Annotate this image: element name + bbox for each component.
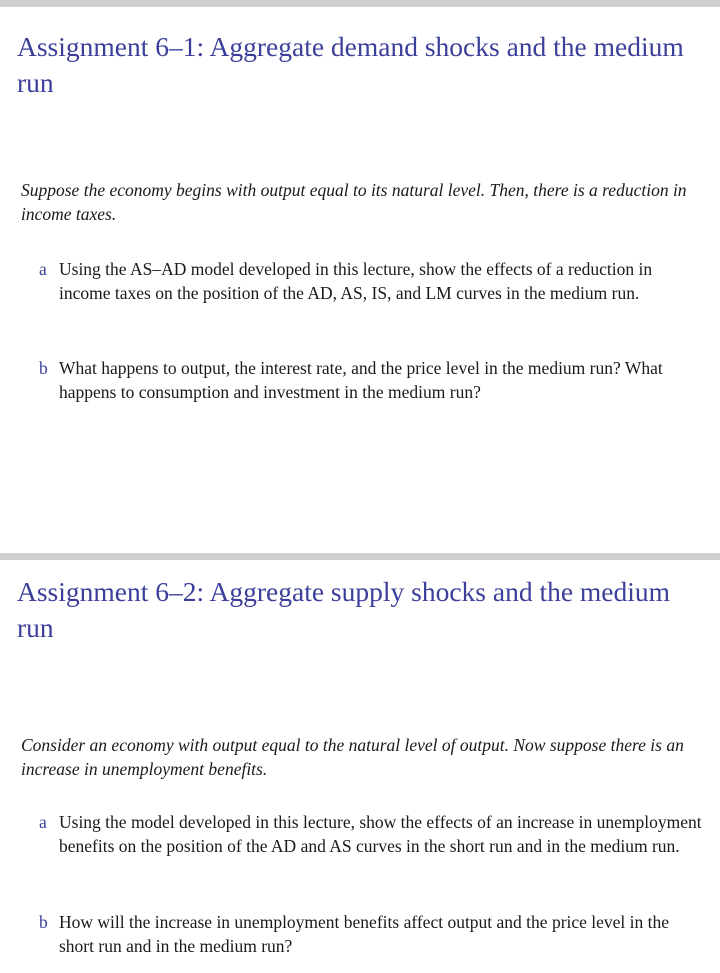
question-item-b — [39, 910, 704, 958]
slide-intro: Consider an economy with output equal to the natural level of output. Now suppose there is an increase in unemployment benefits. — [21, 735, 684, 779]
item-text: What happens to output, the interest rate, and the price level in the medium run? What happens to consumption and investment in the medium run? — [59, 358, 663, 402]
question-item-a — [39, 257, 704, 305]
item-marker: a — [39, 812, 47, 832]
item-text: How will the increase in unemployment benefits affect output and the price level in the short run and in the medium run? — [59, 912, 670, 956]
item-marker: b — [39, 358, 48, 378]
item-text: Using the model developed in this lecture, show the effects of an increase in unemployment benefits on the position of the AD and AS curves in the short run and in the medium run. — [59, 812, 702, 856]
slide-top-bar — [0, 0, 720, 7]
item-marker: a — [39, 259, 47, 279]
question-item-b — [39, 356, 704, 404]
question-item-a — [39, 810, 704, 858]
slide-title: Assignment 6–2: Aggregate supply shocks and the medium run — [17, 576, 671, 643]
slide-intro: Suppose the economy begins with output equal to its natural level. Then, there is a reduction in income taxes. — [21, 180, 687, 224]
slide-top-bar — [0, 553, 720, 560]
item-text: Using the AS–AD model developed in this lecture, show the effects of a reduction in income taxes on the position of the AD, AS, IS, and LM curves in the medium run. — [59, 259, 653, 303]
slide-title: Assignment 6–1: Aggregate demand shocks and the medium run — [17, 31, 684, 98]
item-marker: b — [39, 912, 48, 932]
slide-assignment-6-2 — [0, 553, 720, 973]
